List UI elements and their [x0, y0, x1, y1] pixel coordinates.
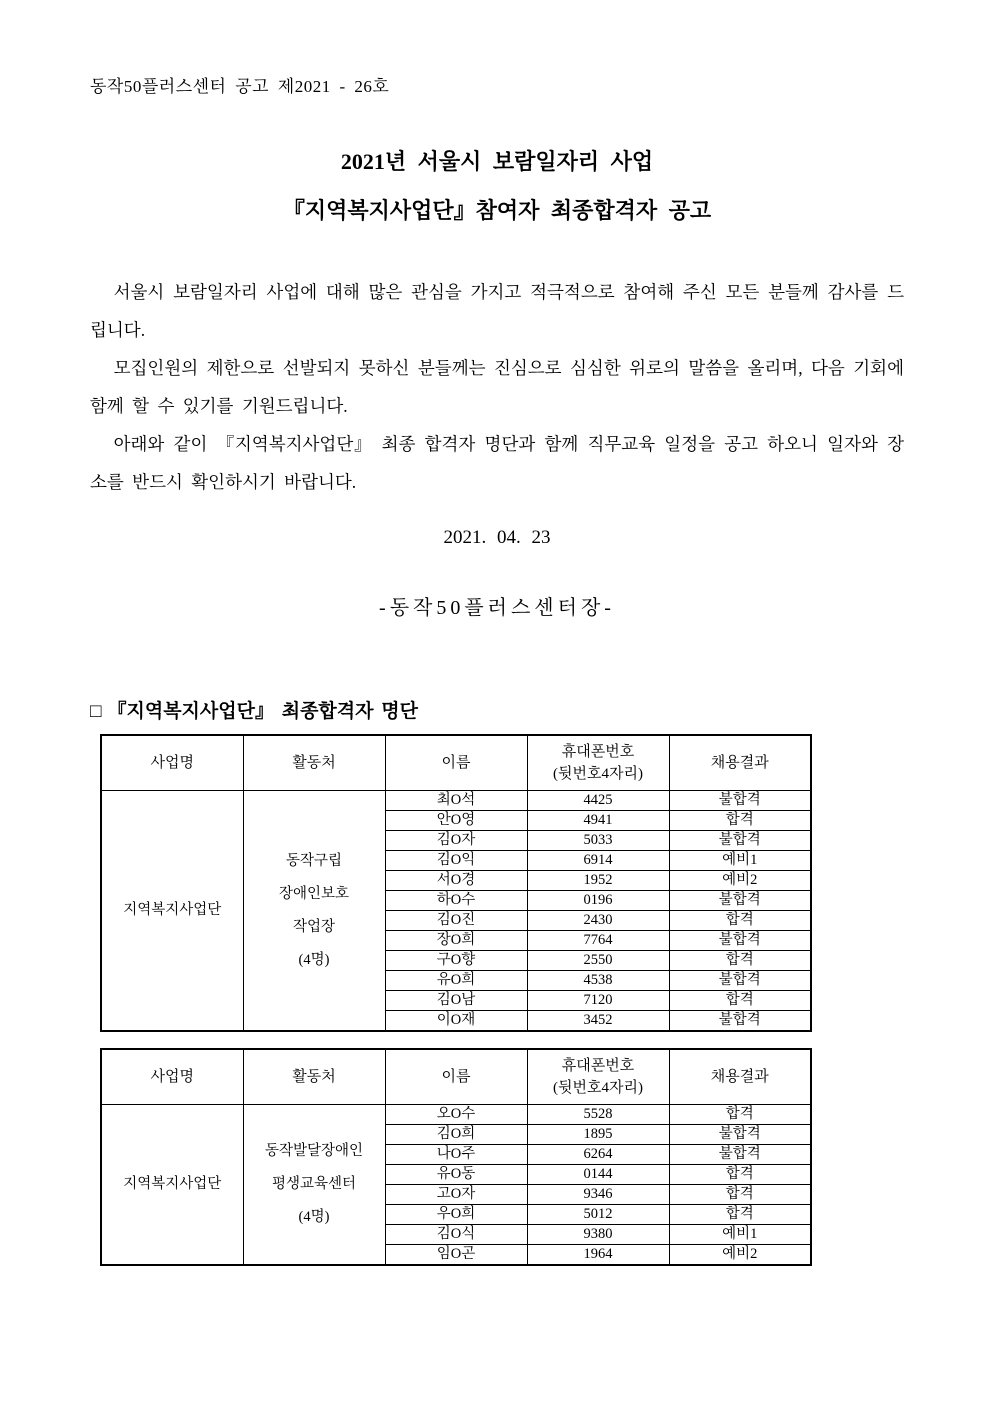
results-table-1 [100, 734, 812, 1032]
name-cell: 이O재 [385, 1011, 527, 1032]
header-business: 사업명 [101, 735, 243, 791]
paragraph-2: 모집인원의 제한으로 선발되지 못하신 분들께는 진심으로 심심한 위로의 말씀을 올리며, 다음 기회에 함께 할 수 있기를 기원드립니다. [90, 358, 904, 416]
header-name: 이름 [385, 1049, 527, 1105]
header-workplace: 활동처 [243, 735, 385, 791]
doc-number: 동작50플러스센터 공고 제2021 - 26호 [90, 77, 390, 96]
table-2-header-row [101, 1049, 811, 1105]
result-cell: 예비1 [669, 1225, 811, 1245]
result-cell: 합격 [669, 911, 811, 931]
phone-cell: 0196 [527, 891, 669, 911]
name-cell: 유O동 [385, 1165, 527, 1185]
result-cell: 합격 [669, 1205, 811, 1225]
phone-cell: 5012 [527, 1205, 669, 1225]
name-cell: 임O곤 [385, 1245, 527, 1266]
result-cell: 불합격 [669, 831, 811, 851]
business-name-cell: 지역복지사업단 [101, 791, 243, 1032]
phone-cell: 1895 [527, 1125, 669, 1145]
checkbox-icon: □ [90, 701, 102, 722]
result-cell: 합격 [669, 1185, 811, 1205]
header-phone-line2: (뒷번호4자리) [553, 1080, 643, 1096]
name-cell: 최O석 [385, 791, 527, 811]
name-cell: 하O수 [385, 891, 527, 911]
name-cell: 장O희 [385, 931, 527, 951]
name-cell: 고O자 [385, 1185, 527, 1205]
paragraph-3: 아래와 같이 『지역복지사업단』 최종 합격자 명단과 함께 직무교육 일정을 공고 하오니 일자와 장소를 반드시 확인하시기 바랍니다. [90, 434, 904, 492]
phone-cell: 7120 [527, 991, 669, 1011]
header-result: 채용결과 [669, 735, 811, 791]
results-table-2 [100, 1048, 812, 1266]
announcement-date: 2021. 04. 23 [443, 527, 551, 548]
workplace-cell: 동작발달장애인 평생교육센터 (4명) [243, 1105, 385, 1266]
result-cell: 불합격 [669, 791, 811, 811]
result-cell: 합격 [669, 1165, 811, 1185]
result-cell: 합격 [669, 951, 811, 971]
phone-cell: 5528 [527, 1105, 669, 1125]
phone-cell: 2430 [527, 911, 669, 931]
result-cell: 불합격 [669, 971, 811, 991]
phone-cell: 3452 [527, 1011, 669, 1032]
result-cell: 예비1 [669, 851, 811, 871]
name-cell: 안O영 [385, 811, 527, 831]
name-cell: 김O희 [385, 1125, 527, 1145]
result-cell: 불합격 [669, 1125, 811, 1145]
name-cell: 구O향 [385, 951, 527, 971]
table-1-header-row [101, 735, 811, 791]
name-cell: 김O남 [385, 991, 527, 1011]
table-row [101, 791, 811, 811]
name-cell: 우O희 [385, 1205, 527, 1225]
result-cell: 불합격 [669, 1145, 811, 1165]
phone-cell: 9346 [527, 1185, 669, 1205]
name-cell: 김O자 [385, 831, 527, 851]
section-heading-label: 『지역복지사업단』 최종합격자 명단 [107, 701, 418, 722]
phone-cell: 4425 [527, 791, 669, 811]
result-cell: 예비2 [669, 871, 811, 891]
table-row [101, 1105, 811, 1125]
workplace-cell: 동작구립 장애인보호 작업장 (4명) [243, 791, 385, 1032]
phone-cell: 6264 [527, 1145, 669, 1165]
phone-cell: 2550 [527, 951, 669, 971]
name-cell: 오O수 [385, 1105, 527, 1125]
document-title [90, 137, 904, 235]
body-paragraphs [90, 273, 904, 501]
header-phone [527, 735, 669, 791]
header-result: 채용결과 [669, 1049, 811, 1105]
title-line-1: 2021년 서울시 보람일자리 사업 [340, 149, 654, 174]
phone-cell: 5033 [527, 831, 669, 851]
result-cell: 불합격 [669, 1011, 811, 1032]
result-cell: 불합격 [669, 931, 811, 951]
header-phone-line1: 휴대폰번호 [561, 1058, 635, 1074]
phone-cell: 1952 [527, 871, 669, 891]
result-cell: 합격 [669, 991, 811, 1011]
result-cell: 불합격 [669, 891, 811, 911]
header-workplace: 활동처 [243, 1049, 385, 1105]
result-cell: 예비2 [669, 1245, 811, 1266]
phone-cell: 0144 [527, 1165, 669, 1185]
title-line-2: 『지역복지사업단』참여자 최종합격자 공고 [282, 198, 712, 223]
header-business: 사업명 [101, 1049, 243, 1105]
header-phone [527, 1049, 669, 1105]
signature: -동작50플러스센터장- [379, 597, 615, 619]
phone-cell: 6914 [527, 851, 669, 871]
phone-cell: 4538 [527, 971, 669, 991]
phone-cell: 9380 [527, 1225, 669, 1245]
paragraph-1: 서울시 보람일자리 사업에 대해 많은 관심을 가지고 적극적으로 참여해 주신 모든 분들께 감사를 드립니다. [90, 282, 904, 340]
header-phone-line1: 휴대폰번호 [561, 744, 635, 760]
name-cell: 나O주 [385, 1145, 527, 1165]
header-name: 이름 [385, 735, 527, 791]
name-cell: 유O희 [385, 971, 527, 991]
name-cell: 김O익 [385, 851, 527, 871]
business-name-cell: 지역복지사업단 [101, 1105, 243, 1266]
name-cell: 김O진 [385, 911, 527, 931]
phone-cell: 7764 [527, 931, 669, 951]
phone-cell: 1964 [527, 1245, 669, 1266]
header-phone-line2: (뒷번호4자리) [553, 766, 643, 782]
result-cell: 합격 [669, 1105, 811, 1125]
phone-cell: 4941 [527, 811, 669, 831]
result-cell: 합격 [669, 811, 811, 831]
name-cell: 김O식 [385, 1225, 527, 1245]
section-heading [90, 696, 904, 723]
name-cell: 서O경 [385, 871, 527, 891]
